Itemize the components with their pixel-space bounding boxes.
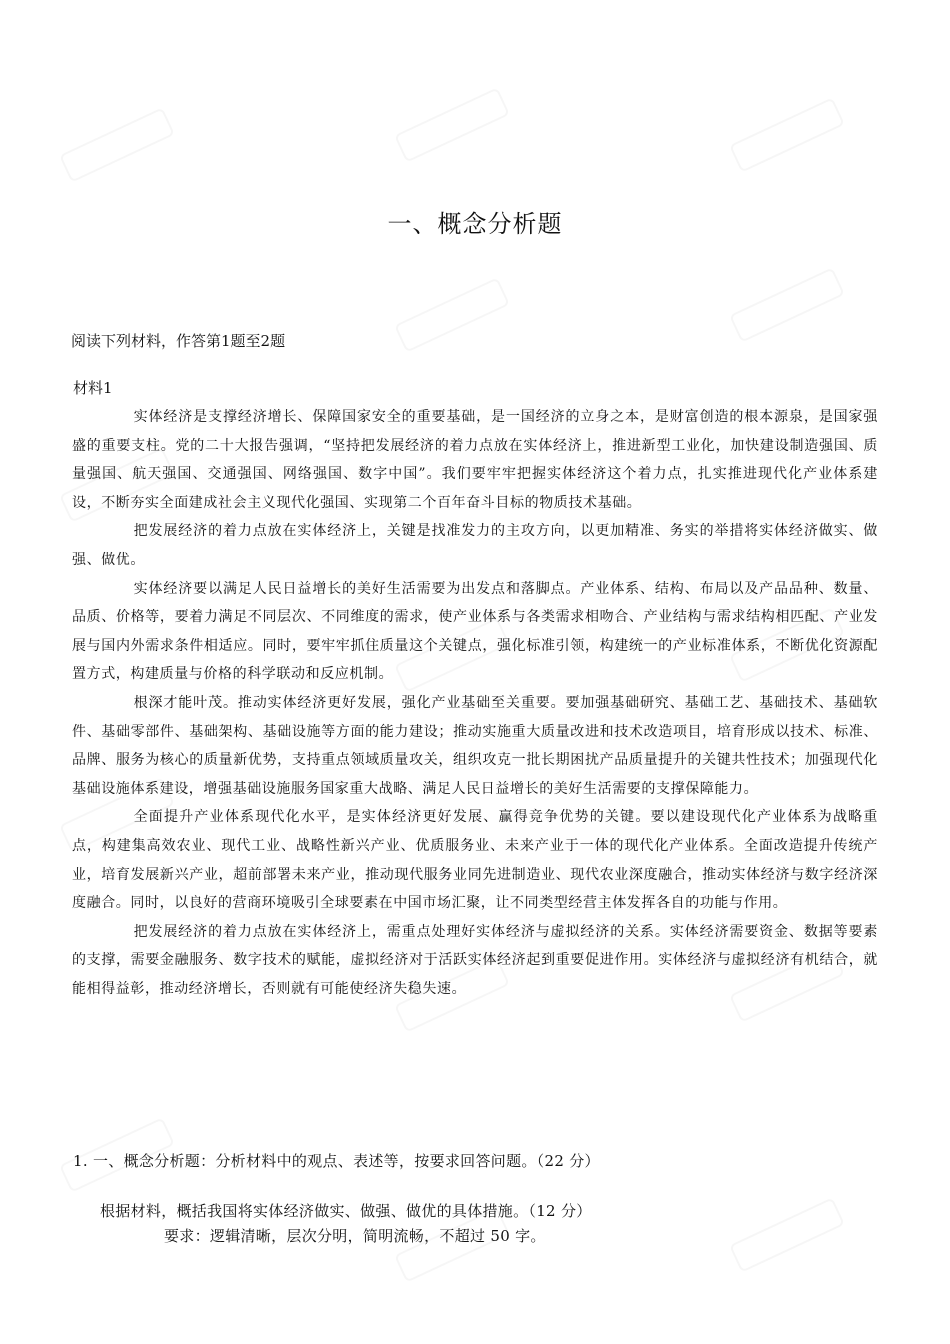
watermark-mark xyxy=(59,107,175,182)
material-label: 材料1 xyxy=(73,379,113,397)
material-paragraph: 根深才能叶茂。推动实体经济更好发展，强化产业基础至关重要。要加强基础研究、基础工艺、基础技术、基础软件、基础零部件、基础架构、基础设施等方面的能力建设；推动实施重大质量改进和技术改造项目，培育形成以技术、标准、品牌、服务为核心的质量新优势，支持重点领域质量攻关，组织攻克一批长期困扰产品质量提升的关键共性技术；加强现代化基础设施体系建设，增强基础设施服务国家重大战略、满足人民日益增长的美好生活需要的支撑保障能力。 xyxy=(72,694,878,797)
watermark-mark xyxy=(729,97,845,172)
material-paragraph: 把发展经济的着力点放在实体经济上，需重点处理好实体经济与虚拟经济的关系。实体经济需要资金、数据等要素的支撑，需要金融服务、数字技术的赋能，虚拟经济对于活跃实体经济起到重要促进作用。实体经济与虚拟经济有机结合，就能相得益彰，推动经济增长，否则就有可能使经济失稳失速。 xyxy=(72,923,878,997)
sub-question: 根据材料，概括我国将实体经济做实、做强、做优的具体措施。（12 分） xyxy=(100,1202,592,1220)
question-1: 1. 一、概念分析题：分析材料中的观点、表述等，按要求回答问题。（22 分） xyxy=(73,1152,600,1170)
watermark-mark xyxy=(729,1197,845,1272)
answer-requirement: 要求：逻辑清晰，层次分明，简明流畅，不超过 50 字。 xyxy=(164,1227,546,1245)
section-title: 一、概念分析题 xyxy=(387,210,563,238)
material-body xyxy=(72,403,878,1003)
material-paragraph: 实体经济是支撑经济增长、保障国家安全的重要基础，是一国经济的立身之本，是财富创造的根本源泉，是国家强盛的重要支柱。党的二十大报告强调，“坚持把发展经济的着力点放在实体经济上，推进新型工业化，加快建设制造强国、质量强国、航天强国、交通强国、网络强国、数字中国”。我们要牢牢把握实体经济这个着力点，扎实推进现代化产业体系建设，不断夯实全面建成社会主义现代化强国、实现第二个百年奋斗目标的物质技术基础。 xyxy=(72,409,878,511)
watermark-mark xyxy=(394,87,510,162)
watermark-mark xyxy=(729,267,845,342)
reading-instruction: 阅读下列材料，作答第1题至2题 xyxy=(71,332,286,350)
material-paragraph: 实体经济要以满足人民日益增长的美好生活需要为出发点和落脚点。产业体系、结构、布局以及产品品种、数量、品质、价格等，要着力满足不同层次、不同维度的需求，使产业体系与各类需求相吻合、产业结构与需求结构相匹配、产业发展与国内外需求条件相适应。同时，要牢牢抓住质量这个关键点，强化标准引领，构建统一的产业标准体系，不断优化资源配置方式，构建质量与价格的科学联动和反应机制。 xyxy=(72,580,878,683)
watermark-mark xyxy=(394,277,510,352)
material-paragraph: 全面提升产业体系现代化水平，是实体经济更好发展、赢得竞争优势的关键。要以建设现代化产业体系为战略重点，构建集高效农业、现代工业、战略性新兴产业、优质服务业、未来产业于一体的现代化产业体系。全面改造提升传统产业，培育发展新兴产业，超前部署未来产业，推动现代服务业同先进制造业、现代农业深度融合，推动实体经济与数字经济深度融合。同时，以良好的营商环境吸引全球要素在中国市场汇聚，让不同类型经营主体发挥各自的功能与作用。 xyxy=(72,809,878,912)
material-paragraph: 把发展经济的着力点放在实体经济上，关键是找准发力的主攻方向，以更加精准、务实的举措将实体经济做实、做强、做优。 xyxy=(72,523,878,568)
